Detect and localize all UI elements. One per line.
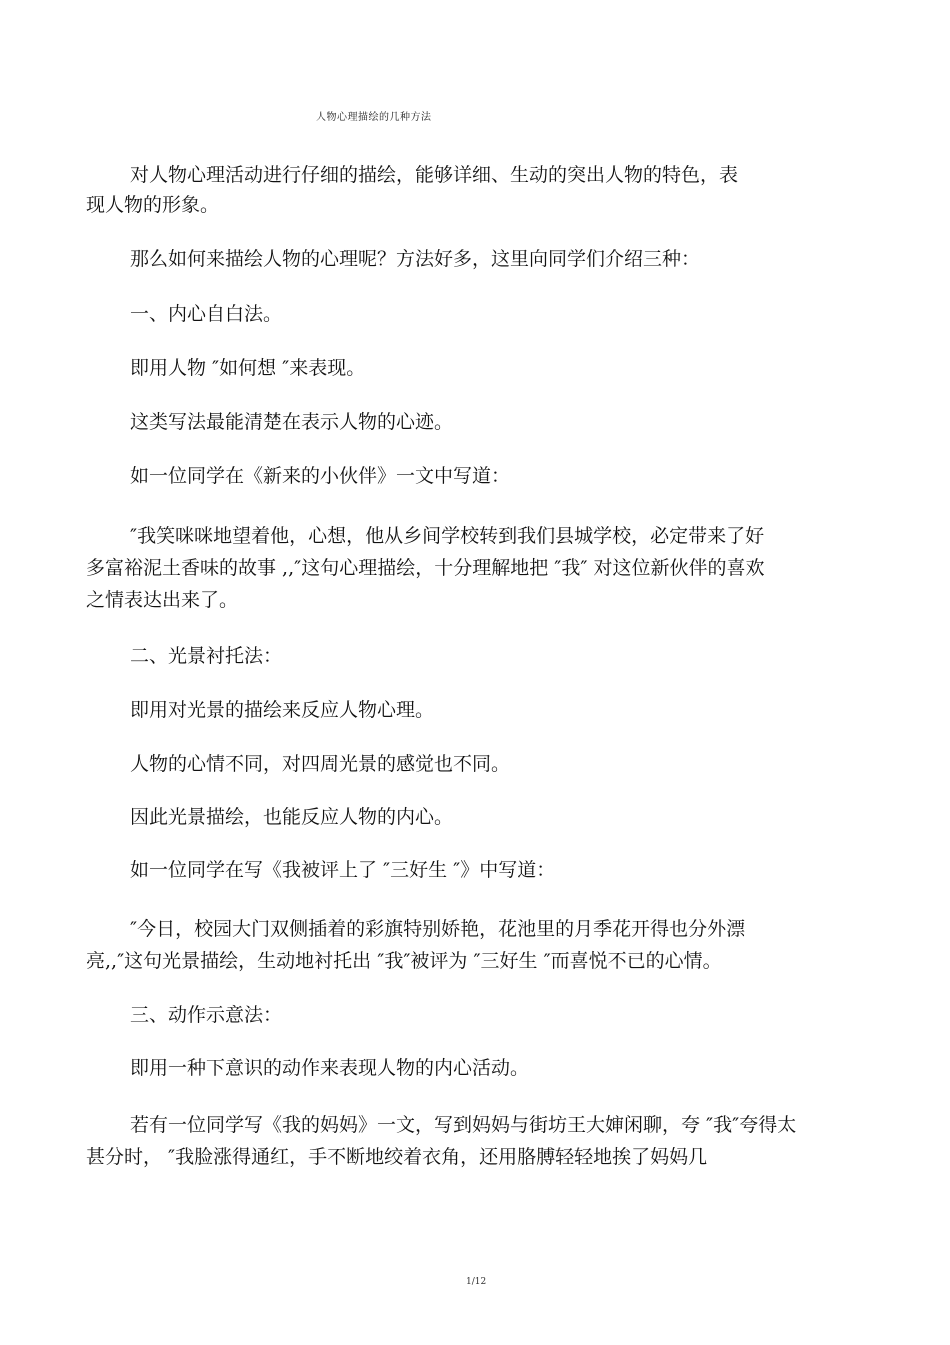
paragraph-text: 因此光景描绘，也能反应人物的内心。 — [130, 806, 454, 828]
text-line: 多富裕泥土香味的故事 ,,″这句心理描绘，十分理解地把 ″我″ 对这位新伙伴的喜欢 — [86, 557, 765, 579]
page-number: 1/12 — [466, 1277, 487, 1287]
section-heading-3: 三、动作示意法： — [130, 1004, 283, 1026]
text-line: 甚分时， ″我脸涨得通红，手不断地绞着衣角，还用胳膊轻轻地挨了妈妈几 — [86, 1146, 708, 1168]
text-line: 之情表达出来了。 — [86, 589, 239, 611]
document-title: 人物心理描绘的几种方法 — [316, 112, 432, 123]
text-line: 若有一位同学写《我的妈妈》一文，写到妈妈与街坊王大婶闲聊，夸 ″我″夸得太 — [130, 1114, 797, 1136]
text-line: 亮,,″这句光景描绘，生动地衬托出 ″我″被评为 ″三好生 ″而喜悦不已的心情。 — [86, 950, 722, 972]
section-heading-2: 二、光景衬托法： — [130, 645, 283, 667]
paragraph-text: 即用一种下意识的动作来表现人物的内心活动。 — [130, 1057, 530, 1079]
text-line: 现人物的形象。 — [86, 194, 220, 216]
paragraph-method-intro: 那么如何来描绘人物的心理呢？方法好多，这里向同学们介绍三种： — [130, 248, 701, 270]
paragraph-text: 人物的心情不同，对四周光景的感觉也不同。 — [130, 753, 511, 775]
paragraph-text: 即用人物 ″如何想 ″来表现。 — [130, 357, 366, 379]
text-line: ″我笑咪咪地望着他，心想，他从乡间学校转到我们县城学校，必定带来了好 — [130, 525, 765, 547]
paragraph-text: 如一位同学在《新来的小伙伴》一文中写道： — [130, 465, 511, 487]
text-line: 对人物心理活动进行仔细的描绘，能够详细、生动的突出人物的特色，表 — [130, 164, 739, 186]
paragraph-text: 即用对光景的描绘来反应人物心理。 — [130, 699, 435, 721]
paragraph-text: 如一位同学在写《我被评上了 ″三好生 ″》中写道： — [130, 859, 556, 881]
text-line: ″今日，校园大门双侧插着的彩旗特别娇艳，花池里的月季花开得也分外漂 — [130, 918, 746, 940]
section-heading-1: 一、内心自白法。 — [130, 303, 283, 325]
paragraph-text: 这类写法最能清楚在表示人物的心迹。 — [130, 411, 454, 433]
